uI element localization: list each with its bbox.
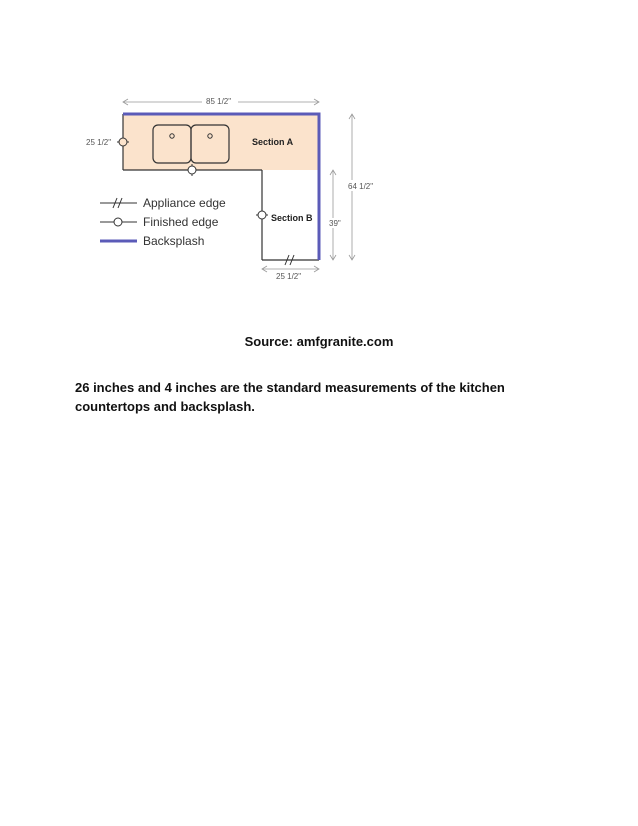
finished-edge-marker-left: [119, 138, 127, 146]
finished-edge-marker-b: [258, 211, 266, 219]
legend-appliance-label: Appliance edge: [143, 196, 226, 210]
dim-b-label: 39": [329, 219, 341, 228]
legend-finished-marker: [114, 218, 122, 226]
body-paragraph: 26 inches and 4 inches are the standard measurements of the kitchen countertops and backsplash.: [75, 380, 505, 414]
legend-finished-label: Finished edge: [143, 215, 219, 229]
section-a-label: Section A: [252, 137, 294, 147]
dim-bottom-label: 25 1/2": [276, 272, 302, 281]
dim-left-label: 25 1/2": [86, 138, 112, 147]
legend-backsplash-label: Backsplash: [143, 234, 205, 248]
section-b-label: Section B: [271, 213, 313, 223]
finished-edge-marker-front: [188, 166, 196, 174]
image-caption: Source: amfgranite.com: [244, 334, 394, 349]
dim-top-label: 85 1/2": [206, 97, 232, 106]
dim-right-label: 64 1/2": [348, 182, 374, 191]
countertop-diagram: [0, 0, 638, 300]
